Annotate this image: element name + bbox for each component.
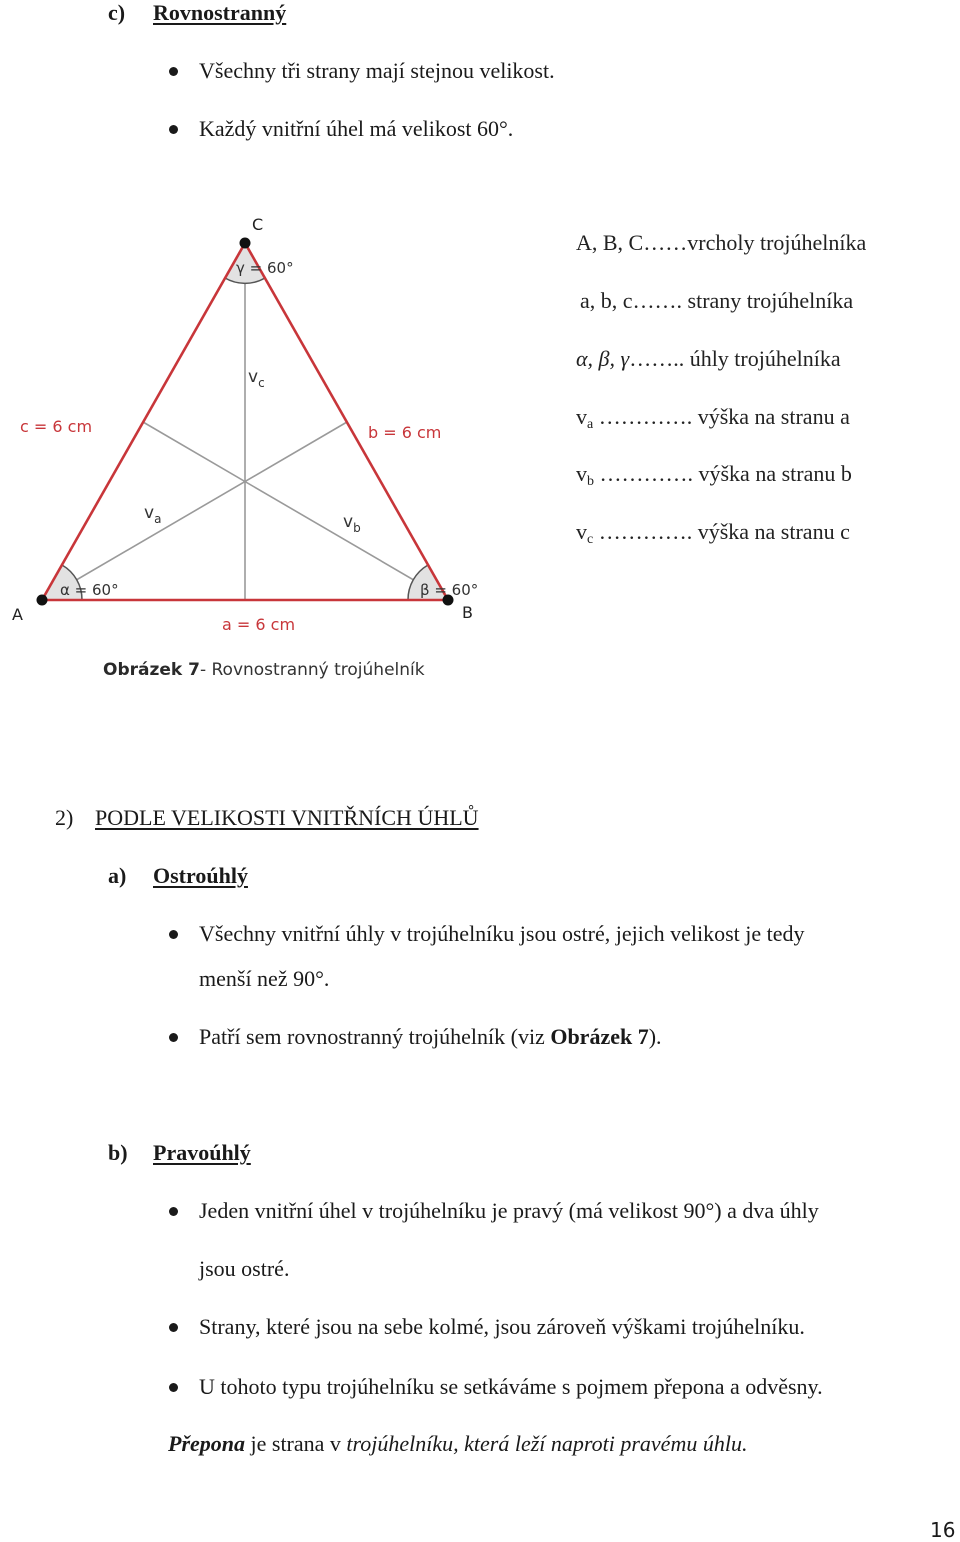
section-b-bullet-3: U tohoto typu trojúhelníku se setkáváme s pojmem přepona a odvěsny.	[199, 1374, 823, 1399]
equilateral-triangle-figure	[0, 200, 560, 645]
legend-row-sides: a, b, c……. strany trojúhelníka	[580, 288, 854, 313]
bullet-dot	[169, 1383, 178, 1392]
side-b-label: b = 6 cm	[368, 423, 442, 442]
legend-row-vertices: A, B, C……vrcholy trojúhelníka	[576, 230, 867, 255]
side-b-line	[245, 243, 448, 600]
angle-gamma-label: γ = 60°	[236, 259, 294, 277]
bullet-dot	[169, 930, 178, 939]
section-a-bullet-2: Patří sem rovnostranný trojúhelník (viz Obrázek 7).	[199, 1024, 662, 1049]
legend-row-va: $v_a$ …………. výška na stranu a	[576, 404, 850, 432]
bullet-dot	[169, 67, 178, 76]
height-vb-line	[143, 422, 448, 600]
section-b-bullet-1-line-2: jsou ostré.	[199, 1256, 290, 1281]
height-va-label: $v_a$	[144, 503, 162, 526]
height-va-line	[42, 422, 347, 600]
section-a-bullet-1-line-1: Všechny vnitřní úhly v trojúhelníku jsou ostré, jejich velikost je tedy	[199, 921, 805, 946]
bullet-dot	[169, 1207, 178, 1216]
side-c-label: c = 6 cm	[20, 417, 93, 436]
vertex-c-label: C	[252, 215, 264, 234]
hypotenuse-definition: Přepona je strana v trojúhelníku, která leží naproti pravému úhlu.	[168, 1431, 748, 1456]
legend-row-vc: $v_c$ …………. výška na stranu c	[576, 519, 850, 547]
section-c-marker: c)	[108, 0, 126, 25]
height-vb-label: $v_b$	[343, 512, 361, 535]
section-a-bullet-1-line-2: menší než 90°.	[199, 966, 330, 991]
section-b-title: Pravoúhlý	[153, 1140, 251, 1165]
vertex-a-label: A	[12, 605, 23, 624]
page-number: 16	[930, 1518, 956, 1542]
section-b-marker: b)	[108, 1140, 128, 1165]
vertex-a-point	[37, 595, 48, 606]
section-c-bullet-2: Každý vnitřní úhel má velikost 60°.	[199, 116, 514, 141]
angle-alpha-label: α = 60°	[60, 581, 119, 599]
figure-caption: Obrázek 7- Rovnostranný trojúhelník	[103, 660, 425, 680]
section-c-title: Rovnostranný	[153, 0, 287, 25]
section-2-marker: 2)	[55, 805, 74, 830]
legend-row-vb: $v_b$ …………. výška na stranu b	[576, 461, 852, 489]
vertex-b-label: B	[462, 603, 473, 622]
section-b-bullet-2: Strany, které jsou na sebe kolmé, jsou zároveň výškami trojúhelníku.	[199, 1314, 805, 1339]
section-c-bullet-1: Všechny tři strany mají stejnou velikost.	[199, 58, 555, 83]
section-2-title: PODLE VELIKOSTI VNITŘNÍCH ÚHLŮ	[95, 805, 479, 830]
bullet-dot	[169, 125, 178, 134]
angle-beta-label: β = 60°	[420, 581, 479, 599]
section-b-bullet-1-line-1: Jeden vnitřní úhel v trojúhelníku je pravý (má velikost 90°) a dva úhly	[199, 1198, 819, 1223]
height-vc-label: $v_c$	[248, 367, 265, 390]
bullet-dot	[169, 1033, 178, 1042]
legend-row-angles: α, β, γ…….. úhly trojúhelníka	[576, 346, 841, 371]
section-a-marker: a)	[108, 863, 127, 888]
vertex-c-point	[240, 238, 251, 249]
bullet-dot	[169, 1323, 178, 1332]
section-a-title: Ostroúhlý	[153, 863, 248, 888]
side-a-label: a = 6 cm	[222, 615, 296, 634]
